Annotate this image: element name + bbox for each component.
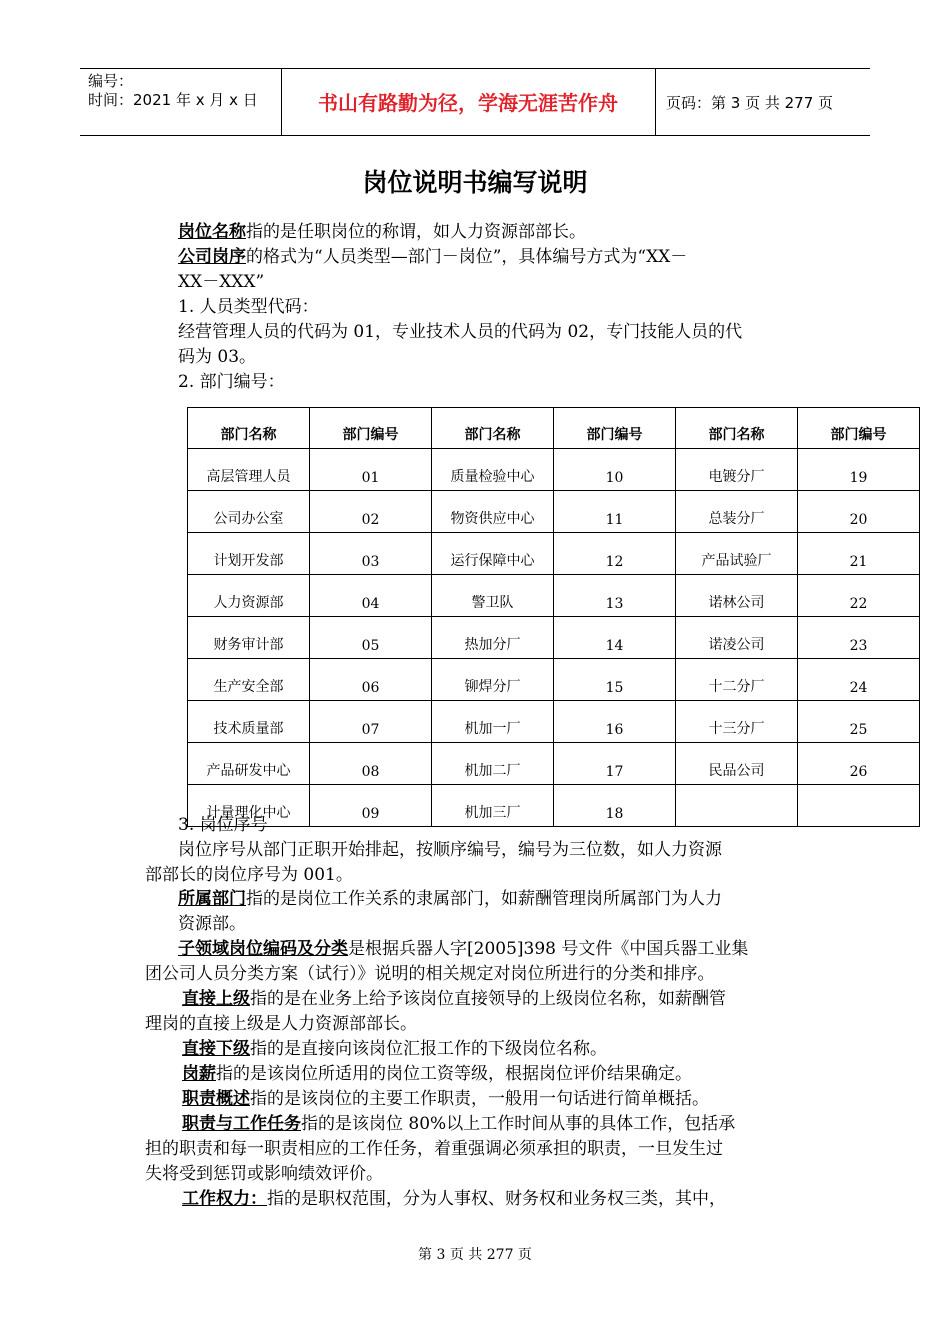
dept-name-cell: 民品公司 xyxy=(676,743,798,785)
dept-name-cell: 计量理化中心 xyxy=(188,785,310,827)
dept-name-cell xyxy=(676,785,798,827)
table-row xyxy=(188,575,920,617)
table-row xyxy=(188,533,920,575)
column-header: 部门名称 xyxy=(432,408,554,449)
paragraph-dept xyxy=(178,887,722,912)
dept-code-cell: 03 xyxy=(310,533,432,575)
paragraph-line: 部部长的岗位序号为 001。 xyxy=(145,865,353,885)
dept-name-cell: 铆焊分厂 xyxy=(432,659,554,701)
paragraph-salary xyxy=(182,1062,692,1087)
term-summary: 职责概述 xyxy=(182,1089,250,1109)
dept-code-cell: 12 xyxy=(554,533,676,575)
paragraph-summary xyxy=(182,1087,709,1112)
term-duties: 职责与工作任务 xyxy=(182,1114,301,1134)
dept-code-cell: 14 xyxy=(554,617,676,659)
definition-text: 指的是该岗位的主要工作职责，一般用一句话进行简单概括。 xyxy=(250,1089,709,1109)
column-header: 部门名称 xyxy=(676,408,798,449)
dept-name-cell: 物资供应中心 xyxy=(432,491,554,533)
dept-name-cell: 机加一厂 xyxy=(432,701,554,743)
dept-code-cell: 10 xyxy=(554,449,676,491)
dept-name-cell: 诺林公司 xyxy=(676,575,798,617)
definition-text: 是根据兵器人字[2005]398 号文件《中国兵器工业集 xyxy=(348,939,749,959)
term-salary: 岗薪 xyxy=(182,1064,216,1084)
table-row xyxy=(188,701,920,743)
term-subfield: 子领域岗位编码及分类 xyxy=(178,939,348,959)
term-post-seq: 公司岗序 xyxy=(178,247,246,267)
table-row xyxy=(188,491,920,533)
definition-text: 的格式为“人员类型—部门－岗位”，具体编号方式为“XX－ xyxy=(246,247,688,267)
term-post-name: 岗位名称 xyxy=(178,222,246,242)
page-title: 岗位说明书编写说明 xyxy=(362,168,588,197)
section-heading: 2. 部门编号： xyxy=(178,372,285,392)
dept-name-cell: 高层管理人员 xyxy=(188,449,310,491)
dept-code-cell: 24 xyxy=(798,659,920,701)
dept-code-cell: 25 xyxy=(798,701,920,743)
section-heading: 3. 岗位序号 xyxy=(178,815,268,835)
paragraph-line: 经营管理人员的代码为 01，专业技术人员的代码为 02，专门技能人员的代 xyxy=(178,322,743,342)
page-footer: 第 3 页 共 277 页 xyxy=(418,1247,532,1263)
column-header: 部门编号 xyxy=(554,408,676,449)
dept-name-cell: 总装分厂 xyxy=(676,491,798,533)
department-code-table xyxy=(187,407,920,827)
dept-code-cell: 15 xyxy=(554,659,676,701)
dept-code-cell: 04 xyxy=(310,575,432,617)
dept-code-cell: 17 xyxy=(554,743,676,785)
term-superior: 直接上级 xyxy=(182,989,250,1009)
header-divider xyxy=(655,68,656,136)
column-header: 部门编号 xyxy=(798,408,920,449)
dept-name-cell: 公司办公室 xyxy=(188,491,310,533)
dept-code-cell xyxy=(798,785,920,827)
definition-text: 指的是在业务上给予该岗位直接领导的上级岗位名称，如薪酬管 xyxy=(250,989,726,1009)
dept-name-cell: 诺凌公司 xyxy=(676,617,798,659)
dept-code-cell: 06 xyxy=(310,659,432,701)
dept-name-cell: 运行保障中心 xyxy=(432,533,554,575)
dept-code-cell: 18 xyxy=(554,785,676,827)
paragraph-line: XX－XXX” xyxy=(178,272,265,292)
paragraph-superior xyxy=(182,987,726,1012)
section-heading: 1. 人员类型代码： xyxy=(178,297,319,317)
dept-name-cell: 热加分厂 xyxy=(432,617,554,659)
header-page-number: 页码：第 3 页 共 277 页 xyxy=(666,94,834,112)
dept-code-cell: 23 xyxy=(798,617,920,659)
definition-text: 指的是直接向该岗位汇报工作的下级岗位名称。 xyxy=(250,1039,607,1059)
paragraph-line: 担的职责和每一职责相应的工作任务，着重强调必须承担的职责，一旦发生过 xyxy=(145,1139,723,1159)
dept-code-cell: 22 xyxy=(798,575,920,617)
definition-text: 指的是职权范围，分为人事权、财务权和业务权三类，其中， xyxy=(267,1189,726,1209)
paragraph-duties xyxy=(182,1112,735,1137)
header-time: 时间：2021 年 x 月 x 日 xyxy=(88,91,258,109)
term-subordinate: 直接下级 xyxy=(182,1039,250,1059)
dept-name-cell: 产品试验厂 xyxy=(676,533,798,575)
dept-name-cell: 财务审计部 xyxy=(188,617,310,659)
dept-code-cell: 16 xyxy=(554,701,676,743)
paragraph-subordinate xyxy=(182,1037,607,1062)
paragraph-post-name xyxy=(178,220,586,245)
definition-text: 指的是任职岗位的称谓，如人力资源部部长。 xyxy=(246,222,586,242)
paragraph-line: 岗位序号从部门正职开始排起，按顺序编号，编号为三位数，如人力资源 xyxy=(178,840,722,860)
definition-text: 指的是该岗位所适用的岗位工资等级，根据岗位评价结果确定。 xyxy=(216,1064,692,1084)
definition-text: 指的是该岗位 80%以上工作时间从事的具体工作，包括承 xyxy=(301,1114,736,1134)
dept-name-cell: 机加三厂 xyxy=(432,785,554,827)
paragraph-post-seq xyxy=(178,245,687,270)
paragraph-line: 资源部。 xyxy=(178,914,246,934)
table-row xyxy=(188,743,920,785)
dept-code-cell: 01 xyxy=(310,449,432,491)
dept-code-cell: 20 xyxy=(798,491,920,533)
definition-text: 指的是岗位工作关系的隶属部门，如薪酬管理岗所属部门为人力 xyxy=(246,889,722,909)
table-row xyxy=(188,617,920,659)
header-code: 编号： xyxy=(88,72,134,90)
dept-code-cell: 08 xyxy=(310,743,432,785)
dept-name-cell: 电镀分厂 xyxy=(676,449,798,491)
table-row xyxy=(188,659,920,701)
column-header: 部门编号 xyxy=(310,408,432,449)
table-row xyxy=(188,785,920,827)
paragraph-line: 失将受到惩罚或影响绩效评价。 xyxy=(145,1164,383,1184)
dept-code-cell: 13 xyxy=(554,575,676,617)
header-bottom-rule xyxy=(80,135,870,136)
column-header: 部门名称 xyxy=(188,408,310,449)
header-top-rule xyxy=(80,68,870,69)
term-power: 工作权力： xyxy=(182,1189,267,1209)
dept-name-cell: 生产安全部 xyxy=(188,659,310,701)
dept-code-cell: 09 xyxy=(310,785,432,827)
dept-name-cell: 质量检验中心 xyxy=(432,449,554,491)
dept-code-cell: 26 xyxy=(798,743,920,785)
table-row xyxy=(188,449,920,491)
dept-name-cell: 技术质量部 xyxy=(188,701,310,743)
dept-code-cell: 07 xyxy=(310,701,432,743)
dept-name-cell: 人力资源部 xyxy=(188,575,310,617)
dept-name-cell: 机加二厂 xyxy=(432,743,554,785)
dept-code-cell: 11 xyxy=(554,491,676,533)
dept-code-cell: 19 xyxy=(798,449,920,491)
paragraph-line: 团公司人员分类方案（试行）》说明的相关规定对岗位所进行的分类和排序。 xyxy=(145,964,715,984)
table-header-row xyxy=(188,408,920,449)
dept-code-cell: 05 xyxy=(310,617,432,659)
dept-name-cell: 计划开发部 xyxy=(188,533,310,575)
paragraph-power xyxy=(182,1187,726,1212)
dept-name-cell: 警卫队 xyxy=(432,575,554,617)
dept-name-cell: 十三分厂 xyxy=(676,701,798,743)
paragraph-subfield xyxy=(178,937,748,962)
term-dept: 所属部门 xyxy=(178,889,246,909)
dept-code-cell: 02 xyxy=(310,491,432,533)
dept-code-cell: 21 xyxy=(798,533,920,575)
paragraph-line: 理岗的直接上级是人力资源部部长。 xyxy=(145,1014,417,1034)
dept-name-cell: 产品研发中心 xyxy=(188,743,310,785)
header-motto: 书山有路勤为径，学海无涯苦作舟 xyxy=(318,91,618,115)
dept-name-cell: 十二分厂 xyxy=(676,659,798,701)
paragraph-line: 码为 03。 xyxy=(178,347,257,367)
